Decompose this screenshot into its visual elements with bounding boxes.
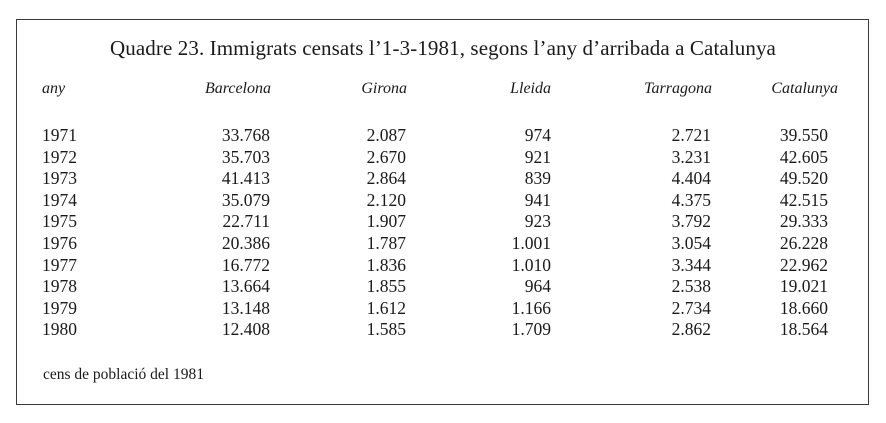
cell-lleida: 974 xyxy=(524,125,551,145)
cell-tarragona: 3.231 xyxy=(671,146,711,167)
cell-barcelona: 16.772 xyxy=(221,254,270,275)
cell-lleida: 1.709 xyxy=(511,319,551,340)
cell-catalunya: 18.660 xyxy=(779,297,828,318)
cell-lleida: 964 xyxy=(524,276,551,297)
cell-lleida: 1.001 xyxy=(511,233,551,253)
table-row xyxy=(0,298,886,320)
header-girona: Girona xyxy=(361,80,407,97)
cell-tarragona: 2.721 xyxy=(671,125,711,145)
cell-lleida: 1.010 xyxy=(511,254,551,275)
cell-catalunya: 42.605 xyxy=(779,146,828,167)
cell-catalunya: 18.564 xyxy=(779,319,828,340)
cell-year: 1975 xyxy=(42,211,77,232)
cell-catalunya: 42.515 xyxy=(779,189,828,210)
cell-catalunya: 29.333 xyxy=(779,211,828,232)
cell-lleida: 921 xyxy=(524,146,551,167)
cell-catalunya: 22.962 xyxy=(779,254,828,275)
cell-year: 1978 xyxy=(42,276,77,297)
cell-girona: 1.787 xyxy=(366,233,406,253)
cell-barcelona: 13.664 xyxy=(221,276,270,297)
table-row xyxy=(0,276,886,298)
table-row xyxy=(0,125,886,147)
header-tarragona: Tarragona xyxy=(644,80,712,97)
cell-year: 1979 xyxy=(42,297,77,318)
table-source-note: cens de població del 1981 xyxy=(43,366,204,383)
cell-barcelona: 33.768 xyxy=(221,125,270,145)
cell-barcelona: 22.711 xyxy=(222,211,270,232)
cell-tarragona: 2.538 xyxy=(671,276,711,297)
cell-year: 1972 xyxy=(42,146,77,167)
cell-barcelona: 12.408 xyxy=(221,319,270,340)
cell-year: 1974 xyxy=(42,189,77,210)
cell-tarragona: 2.734 xyxy=(671,297,711,318)
table-row xyxy=(0,255,886,277)
cell-tarragona: 4.404 xyxy=(671,168,711,189)
header-barcelona: Barcelona xyxy=(204,80,271,97)
cell-year: 1971 xyxy=(42,125,77,145)
cell-barcelona: 41.413 xyxy=(221,168,270,189)
table-row xyxy=(0,319,886,341)
cell-girona: 2.864 xyxy=(366,168,406,189)
cell-tarragona: 3.054 xyxy=(671,233,711,253)
table-row xyxy=(0,147,886,169)
cell-year: 1976 xyxy=(42,233,77,253)
cell-catalunya: 26.228 xyxy=(779,233,828,253)
cell-year: 1973 xyxy=(42,168,77,189)
cell-lleida: 1.166 xyxy=(511,297,551,318)
cell-tarragona: 3.344 xyxy=(671,254,711,275)
cell-girona: 1.907 xyxy=(366,211,406,232)
cell-barcelona: 13.148 xyxy=(221,297,270,318)
cell-girona: 2.120 xyxy=(366,189,406,210)
cell-catalunya: 19.021 xyxy=(779,276,828,297)
cell-girona: 1.612 xyxy=(366,297,406,318)
table-row xyxy=(0,168,886,190)
cell-catalunya: 39.550 xyxy=(779,125,828,145)
cell-barcelona: 35.079 xyxy=(221,189,270,210)
cell-barcelona: 20.386 xyxy=(221,233,270,253)
cell-girona: 1.855 xyxy=(366,276,406,297)
cell-lleida: 923 xyxy=(524,211,551,232)
cell-tarragona: 3.792 xyxy=(671,211,711,232)
table-row xyxy=(0,233,886,255)
cell-girona: 1.836 xyxy=(366,254,406,275)
cell-lleida: 839 xyxy=(524,168,551,189)
table-row xyxy=(0,190,886,212)
table-row xyxy=(0,211,886,233)
cell-year: 1977 xyxy=(42,254,77,275)
table-header-row xyxy=(0,80,886,102)
header-lleida: Lleida xyxy=(510,80,551,97)
header-catalunya: Catalunya xyxy=(771,80,838,97)
cell-girona: 2.670 xyxy=(366,146,406,167)
cell-tarragona: 2.862 xyxy=(671,319,711,340)
cell-barcelona: 35.703 xyxy=(221,146,270,167)
header-any: any xyxy=(42,80,66,97)
cell-girona: 2.087 xyxy=(366,125,406,145)
cell-catalunya: 49.520 xyxy=(779,168,828,189)
table-title: Quadre 23. Immigrats censats l’1-3-1981, segons l’any d’arribada a Catalunya xyxy=(110,36,776,60)
cell-tarragona: 4.375 xyxy=(671,189,711,210)
cell-year: 1980 xyxy=(42,319,77,340)
cell-girona: 1.585 xyxy=(366,319,406,340)
cell-lleida: 941 xyxy=(524,189,551,210)
